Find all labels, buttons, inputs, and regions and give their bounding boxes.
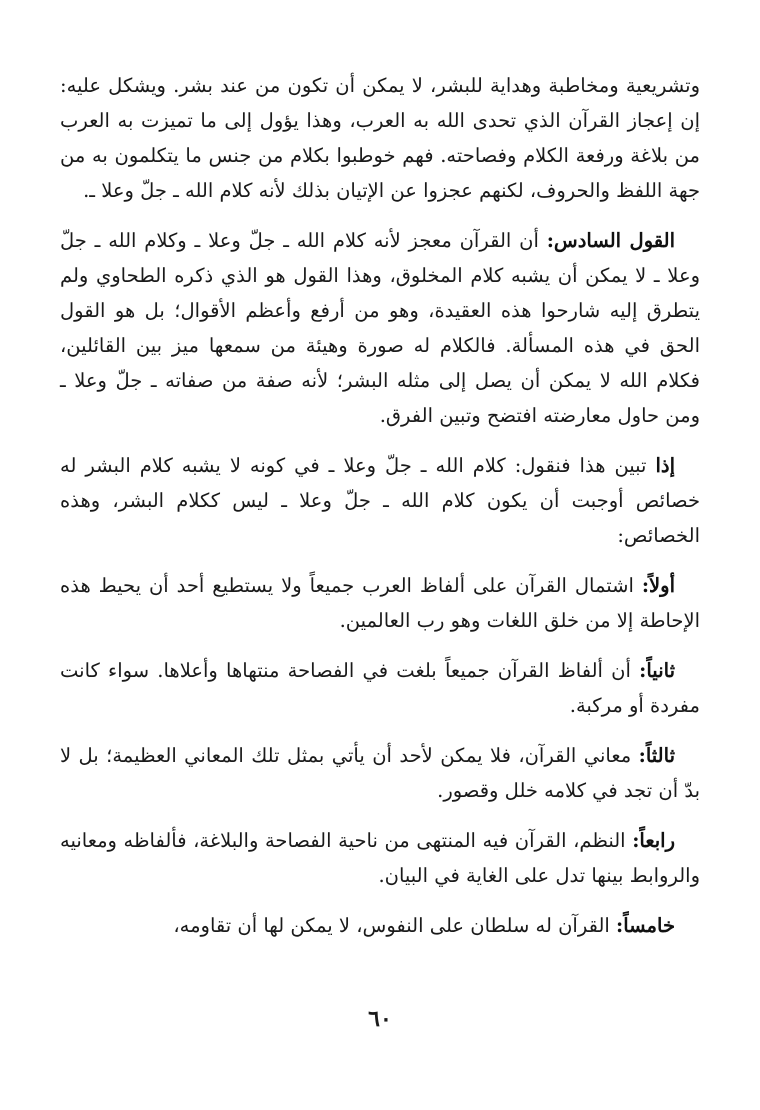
paragraph-lead: أولاً:	[641, 574, 675, 597]
paragraph-lead: ثانياً:	[639, 659, 675, 682]
paragraph-lead: القول السادس:	[546, 229, 675, 252]
paragraph-characteristics-intro	[60, 448, 700, 553]
paragraph-text: أن ألفاظ القرآن جميعاً بلغت في الفصاحة منتهاها وأعلاها. سواء كانت مفردة أو مركبة.	[60, 659, 700, 717]
paragraph-lead: ثالثاً:	[638, 744, 675, 767]
paragraph-third	[60, 738, 700, 808]
paragraph-lead: خامساً:	[616, 914, 675, 937]
paragraph-text: القرآن له سلطان على النفوس، لا يمكن لها أن تقاومه،	[173, 914, 617, 937]
paragraph-text: تبين هذا فنقول: كلام الله ـ جلّ وعلا ـ في كونه لا يشبه كلام البشر له خصائص أوجبت أن يكون كلام الله ـ جلّ وعلا ـ ليس ككلام البشر، وهذه الخصائص:	[60, 454, 700, 547]
paragraph-text: وتشريعية ومخاطبة وهداية للبشر، لا يمكن أن تكون من عند بشر. ويشكل عليه: إن إعجاز القرآن الذي تحدى الله به العرب، وهذا يؤول إلى ما تميزت به العرب من بلاغة ورفعة الكلام وفصاحته. فهم خوطبوا بكلام من جنس ما يتكلمون به من جهة اللفظ والحروف، لكنهم عجزوا عن الإتيان بذلك لأنه كلام الله ـ جلّ وعلا ـ.	[60, 74, 700, 202]
paragraph-text: معاني القرآن، فلا يمكن لأحد أن يأتي بمثل تلك المعاني العظيمة؛ بل لا بدّ أن تجد في كلامه خلل وقصور.	[60, 744, 700, 802]
paragraph-lead: إذا	[655, 454, 675, 477]
paragraph-text: اشتمال القرآن على ألفاظ العرب جميعاً ولا يستطيع أحد أن يحيط هذه الإحاطة إلا من خلق اللغات وهو رب العالمين.	[60, 574, 700, 632]
paragraph-sixth-opinion	[60, 223, 700, 433]
paragraph-lead: رابعاً:	[632, 829, 675, 852]
paragraph-text: أن القرآن معجز لأنه كلام الله ـ جلّ وعلا ـ وكلام الله ـ جلّ وعلا ـ لا يمكن أن يشبه كلام المخلوق، وهذا القول هو الذي ذكره الطحاوي ولم يتطرق إليه شارحوا هذه العقيدة، وهو من أرفع وأعظم الأقوال؛ بل هو القول الحق في هذه المسألة. فالكلام له صورة وهيئة من سمعها ميز بين القائلين، فكلام الله لا يمكن أن يصل إلى مثله البشر؛ لأنه صفة من صفاته ـ جلّ وعلا ـ ومن حاول معارضته افتضح وتبين الفرق.	[60, 229, 700, 427]
paragraph-second	[60, 653, 700, 723]
paragraph-fourth	[60, 823, 700, 893]
page-number: ٦٠	[368, 1006, 392, 1032]
paragraph-continuation	[60, 68, 700, 208]
paragraph-first	[60, 568, 700, 638]
paragraph-fifth	[60, 908, 700, 943]
paragraph-text: النظم، القرآن فيه المنتهى من ناحية الفصاحة والبلاغة، فألفاظه ومعانيه والروابط بينها تدل على الغاية في البيان.	[60, 829, 700, 887]
page-body	[60, 68, 700, 943]
